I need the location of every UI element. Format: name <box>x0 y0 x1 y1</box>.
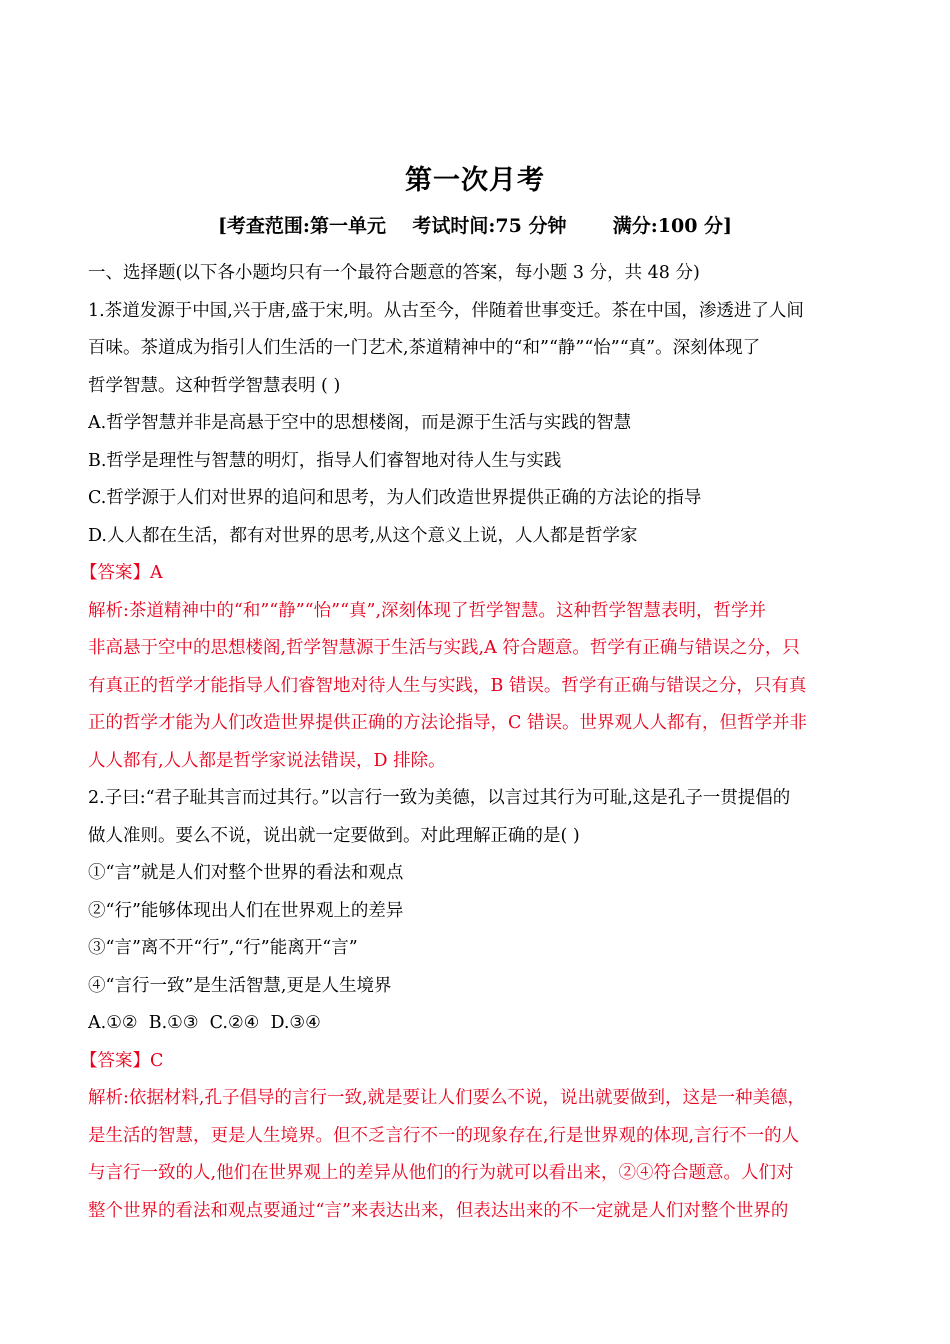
question-2-statement-4: ④“言行一致”是生活智慧,更是人生境界 <box>88 975 392 996</box>
question-1-option-c: C.哲学源于人们对世界的追问和思考，为人们改造世界提供正确的方法论的指导 <box>88 488 702 508</box>
question-1 <box>80 293 868 781</box>
question-1-option-d: D.人人都在生活，都有对世界的思考,从这个意义上说，人人都是哲学家 <box>88 525 638 546</box>
question-2-answer: 【答案】C <box>80 1050 164 1071</box>
question-2-analysis-line: 整个世界的看法和观点要通过“言”来表达出来，但表达出来的不一定就是人们对整个世界的 <box>88 1200 789 1221</box>
question-2-analysis-line: 与言行一致的人,他们在世界观上的差异从他们的行为就可以看出来，②④符合题意。人们对 <box>88 1163 794 1183</box>
question-1-option-a: A.哲学智慧并非是高悬于空中的思想楼阁，而是源于生活与实践的智慧 <box>88 413 632 433</box>
question-1-stem-line: 哲学智慧。这种哲学智慧表明 ( ) <box>88 375 341 396</box>
question-1-option-b: B.哲学是理性与智慧的明灯，指导人们睿智地对待人生与实践 <box>88 450 562 471</box>
section-heading: 一、选择题(以下各小题均只有一个最符合题意的答案，每小题 3 分，共 48 分) <box>88 263 700 283</box>
question-1-stem-line: 百味。茶道成为指引人们生活的一门艺术,茶道精神中的“和”“静”“怡”“真”。深刻体现了 <box>88 338 761 358</box>
question-2-stem-line: 2.子曰:“君子耻其言而过其行。”以言行一致为美德，以言过其行为可耻,这是孔子一贯提倡的 <box>88 788 791 808</box>
question-1-analysis-line: 人人都有,人人都是哲学家说法错误，D 排除。 <box>88 750 446 771</box>
question-2-statement-2: ②“行”能够体现出人们在世界观上的差异 <box>88 900 404 921</box>
question-2-options: A.①② B.①③ C.②④ D.③④ <box>88 1013 321 1033</box>
question-1-analysis-line: 解析:茶道精神中的“和”“静”“怡”“真”,深刻体现了哲学智慧。这种哲学智慧表明，哲学并 <box>88 600 767 621</box>
question-2-stem-line: 做人准则。要么不说，说出就一定要做到。对此理解正确的是( ) <box>88 825 580 846</box>
question-1-analysis-line: 非高悬于空中的思想楼阁,哲学智慧源于生活与实践,A 符合题意。哲学有正确与错误之分，只 <box>88 638 800 658</box>
question-2-statement-3: ③“言”离不开“行”,“行”能离开“言” <box>88 938 358 958</box>
question-2-analysis-line: 解析:依据材料,孔子倡导的言行一致,就是要让人们要么不说，说出就要做到，这是一种美德， <box>88 1088 806 1108</box>
question-1-analysis-line: 有真正的哲学才能指导人们睿智地对待人生与实践，B 错误。哲学有正确与错误之分，只有真 <box>88 675 807 696</box>
exam-info-subtitle: [考查范围:第一单元 考试时间:75 分钟 满分:100 分] <box>217 215 733 237</box>
question-2-analysis-line: 是生活的智慧，更是人生境界。但不乏言行不一的现象存在,行是世界观的体现,言行不一的人 <box>88 1125 800 1146</box>
question-2 <box>80 780 868 1230</box>
page-title: 第一次月考 <box>405 165 545 196</box>
question-1-answer: 【答案】A <box>80 563 163 583</box>
document-body <box>80 255 868 1230</box>
question-1-stem-line: 1.茶道发源于中国,兴于唐,盛于宋,明。从古至今，伴随着世事变迁。茶在中国，渗透进了人间 <box>88 300 804 321</box>
question-2-statement-1: ①“言”就是人们对整个世界的看法和观点 <box>88 863 404 883</box>
question-1-analysis-line: 正的哲学才能为人们改造世界提供正确的方法论指导，C 错误。世界观人人都有，但哲学并非 <box>88 713 807 733</box>
